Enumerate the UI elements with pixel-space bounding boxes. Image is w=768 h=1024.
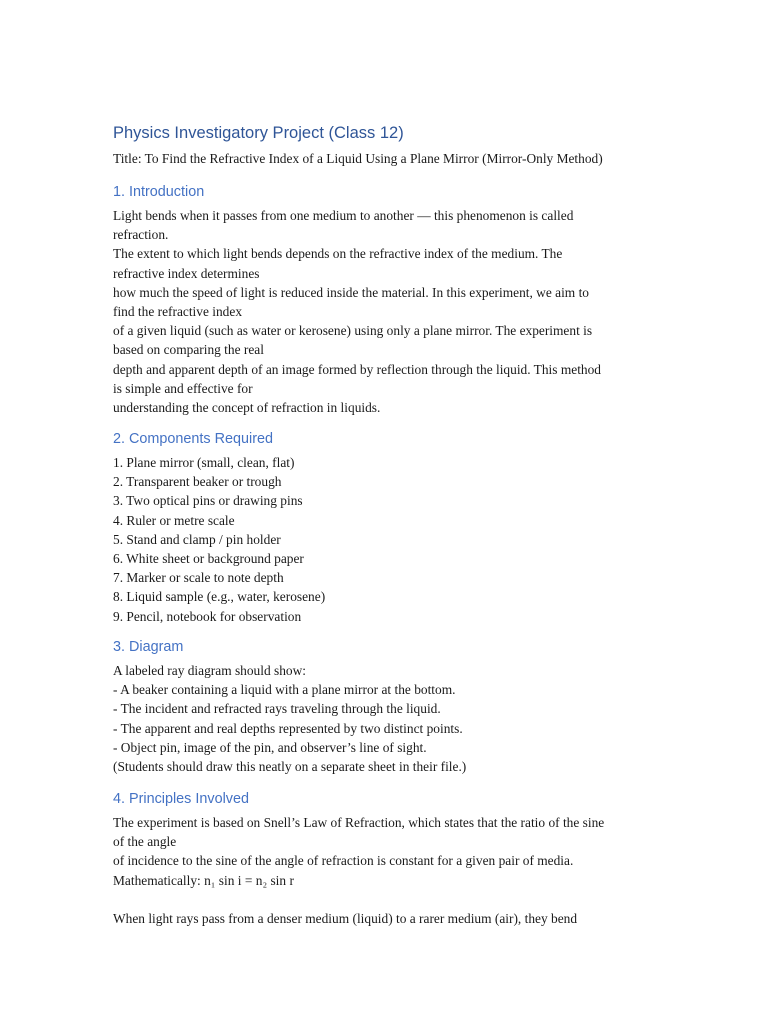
section-heading-components: 2. Components Required bbox=[113, 431, 273, 447]
paragraph-line: refractive index determines bbox=[113, 265, 260, 281]
section-components bbox=[113, 429, 653, 626]
section-introduction bbox=[113, 182, 653, 417]
paragraph-line: refraction. bbox=[113, 227, 169, 243]
principles-body bbox=[113, 813, 653, 890]
paragraph-line: is simple and effective for bbox=[113, 380, 253, 396]
paragraph-line: based on comparing the real bbox=[113, 342, 264, 358]
paragraph-line: The experiment is based on Snell’s Law of Refraction, which states that the ratio of the sine bbox=[113, 815, 605, 830]
section-diagram bbox=[113, 637, 653, 776]
paragraph-line: Light bends when it passes from one medium to another — this phenomenon is called bbox=[113, 208, 574, 223]
paragraph-spacer bbox=[113, 890, 653, 909]
list-item: 6. White sheet or background paper bbox=[113, 550, 304, 566]
paragraph-line: Mathematically: n₁ sin i = n₂ sin r bbox=[113, 872, 294, 888]
paragraph-line: When light rays pass from a denser medium (liquid) to a rarer medium (air), they bend bbox=[113, 910, 578, 926]
section-heading-introduction: 1. Introduction bbox=[113, 184, 205, 200]
components-list bbox=[113, 453, 653, 626]
list-item: 4. Ruler or metre scale bbox=[113, 512, 235, 528]
paragraph-line: understanding the concept of refraction in liquids. bbox=[113, 399, 381, 415]
section-heading-diagram: 3. Diagram bbox=[113, 639, 184, 655]
paragraph-line: A labeled ray diagram should show: bbox=[113, 663, 307, 678]
paragraph-line: - The incident and refracted rays traveling through the liquid. bbox=[113, 701, 441, 717]
list-item: 7. Marker or scale to note depth bbox=[113, 570, 284, 586]
list-item: 2. Transparent beaker or trough bbox=[113, 474, 282, 490]
list-item: 3. Two optical pins or drawing pins bbox=[113, 493, 303, 509]
paragraph-line: find the refractive index bbox=[113, 303, 243, 319]
principles-continuation bbox=[113, 909, 653, 928]
list-item: 1. Plane mirror (small, clean, flat) bbox=[113, 455, 295, 470]
paragraph-line: of the angle bbox=[113, 834, 177, 850]
paragraph-line: of incidence to the sine of the angle of refraction is constant for a given pair of media. bbox=[113, 853, 574, 869]
section-heading-principles: 4. Principles Involved bbox=[113, 791, 249, 807]
paragraph-line: of a given liquid (such as water or kerosene) using only a plane mirror. The experiment is bbox=[113, 323, 593, 339]
list-item: 5. Stand and clamp / pin holder bbox=[113, 531, 281, 547]
paragraph-line: (Students should draw this neatly on a separate sheet in their file.) bbox=[113, 758, 467, 774]
diagram-body bbox=[113, 661, 653, 776]
paragraph-line: - The apparent and real depths represented by two distinct points. bbox=[113, 720, 463, 736]
document-title: Physics Investigatory Project (Class 12) bbox=[113, 124, 404, 142]
paragraph-line: - Object pin, image of the pin, and observer’s line of sight. bbox=[113, 739, 427, 755]
list-item: 8. Liquid sample (e.g., water, kerosene) bbox=[113, 589, 326, 605]
list-item: 9. Pencil, notebook for observation bbox=[113, 608, 302, 624]
document-subtitle: Title: To Find the Refractive Index of a Liquid Using a Plane Mirror (Mirror-Only Method) bbox=[113, 151, 603, 166]
section-principles bbox=[113, 789, 653, 928]
introduction-body bbox=[113, 206, 653, 417]
paragraph-line: The extent to which light bends depends on the refractive index of the medium. The bbox=[113, 246, 563, 262]
paragraph-line: - A beaker containing a liquid with a plane mirror at the bottom. bbox=[113, 682, 456, 698]
paragraph-line: depth and apparent depth of an image formed by reflection through the liquid. This method bbox=[113, 361, 602, 377]
paragraph-line: how much the speed of light is reduced inside the material. In this experiment, we aim to bbox=[113, 284, 589, 300]
